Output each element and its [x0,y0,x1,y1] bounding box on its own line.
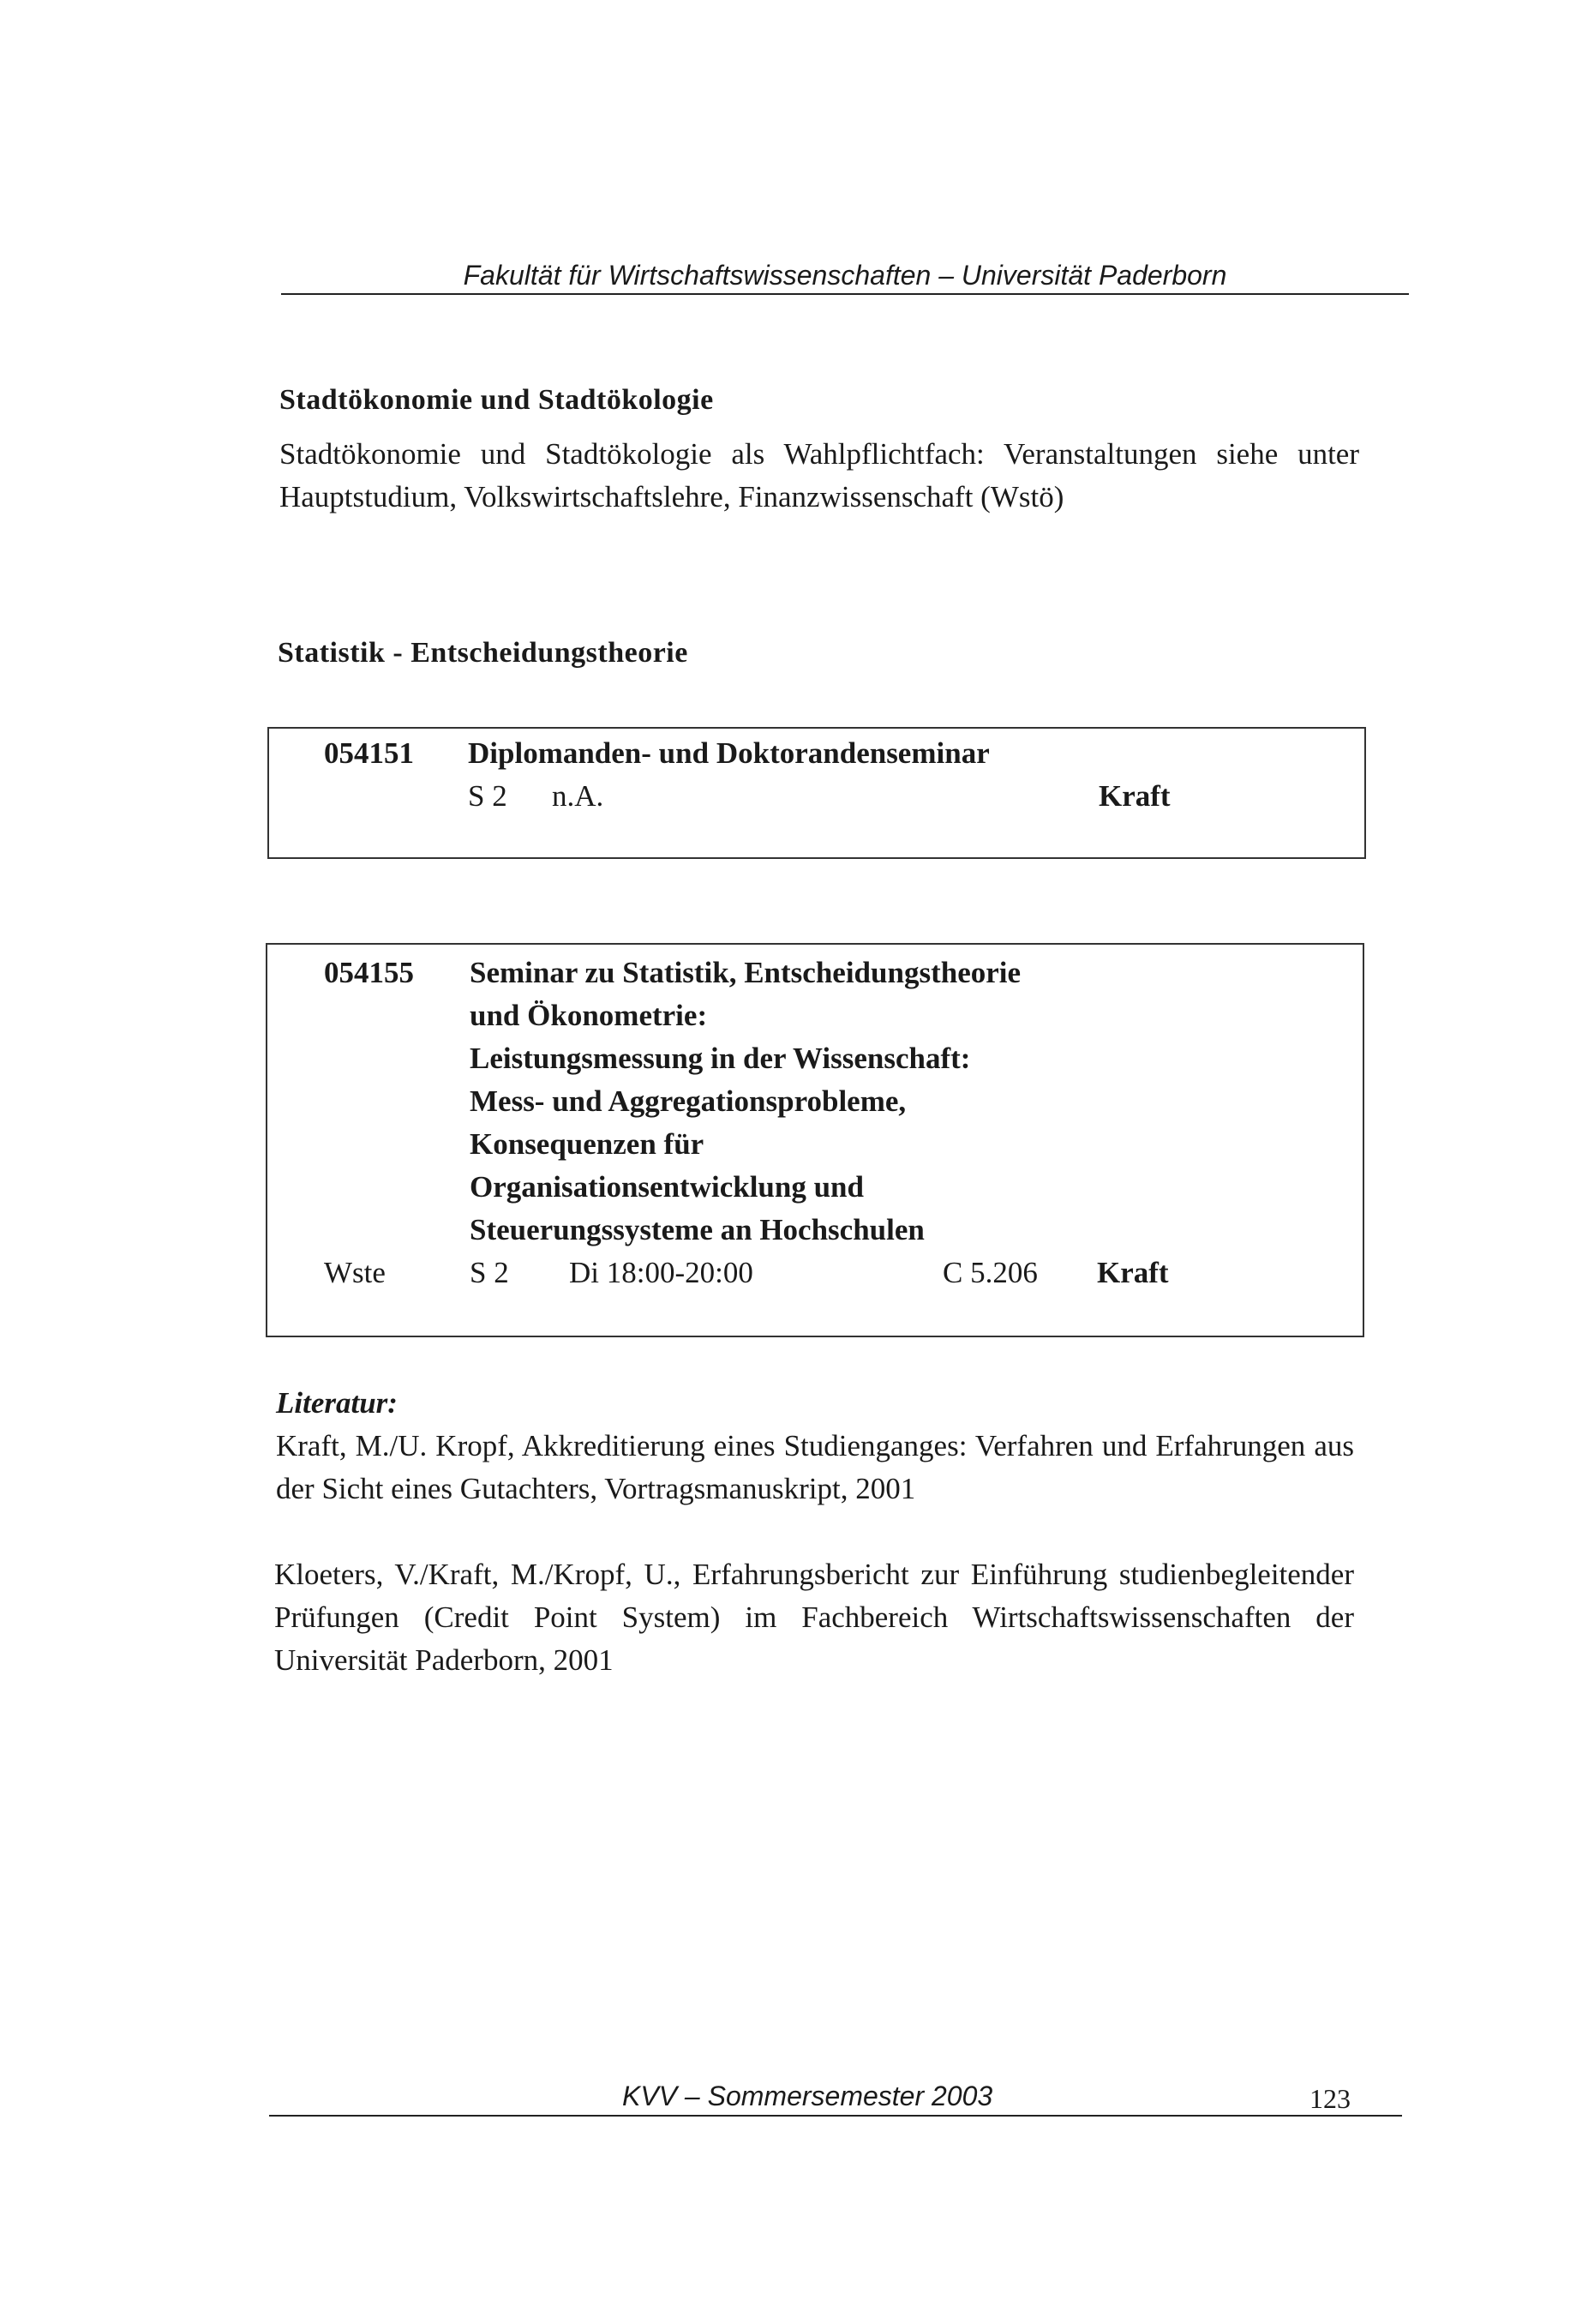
course-lecturer: Kraft [1097,1256,1169,1289]
course-number: 054155 [324,956,414,989]
course-time: n.A. [552,779,604,813]
course-box-054151 [267,727,1366,859]
course-type: S 2 [470,1256,509,1289]
course-title-line: Mess- und Aggregationsprobleme, [470,1084,907,1118]
course-time: Di 18:00-20:00 [569,1256,753,1289]
literature-entry: Kloeters, V./Kraft, M./Kropf, U., Erfahrungsbericht zur Einführung studienbegleitender Prüfungen (Credit Point System) im Fachbereich Wirtschaftswissenschaften der Universität Paderborn, 2001 [274,1558,1354,1677]
course-title: Diplomanden- und Doktorandenseminar [468,736,990,770]
course-number: 054151 [324,736,414,770]
course-box-054155 [266,943,1364,1337]
page-number: 123 [1309,2083,1351,2114]
course-title-line: Konsequenzen für [470,1127,704,1161]
course-title-line: und Ökonometrie: [470,999,708,1032]
course-type: S 2 [468,779,507,813]
section-body-stadtoekonomie: Stadtökonomie und Stadtökologie als Wahlpflichtfach: Veranstaltungen siehe unter Hauptstudium, Volkswirtschaftslehre, Finanzwissenschaft (Wstö) [279,437,1359,513]
literature-entry: Kraft, M./U. Kropf, Akkreditierung eines Studienganges: Verfahren und Erfahrungen aus der Sicht eines Gutachters, Vortragsmanuskript, 2001 [276,1429,1354,1505]
course-room: C 5.206 [943,1256,1038,1289]
course-title-line: Organisationsentwicklung und [470,1170,864,1204]
footer-text: KVV – Sommersemester 2003 [622,2081,993,2111]
course-lecturer: Kraft [1099,779,1171,813]
section-title-stadtoekonomie: Stadtökonomie und Stadtökologie [279,384,714,416]
section-title-statistik: Statistik - Entscheidungstheorie [278,637,688,669]
course-code: Wste [324,1256,386,1289]
literature-heading: Literatur: [276,1386,398,1420]
course-title-line: Leistungsmessung in der Wissenschaft: [470,1042,971,1075]
course-title-line: Steuerungssysteme an Hochschulen [470,1213,925,1246]
course-title-line: Seminar zu Statistik, Entscheidungstheorie [470,956,1022,989]
page-header: Fakultät für Wirtschaftswissenschaften – Universität Paderborn [281,257,1409,295]
